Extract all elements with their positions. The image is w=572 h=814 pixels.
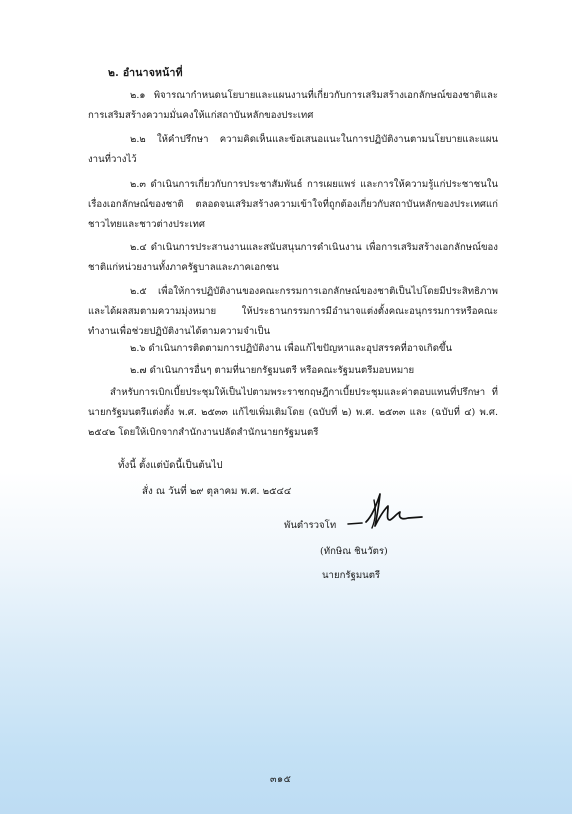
paragraph-2-6 [88,339,498,359]
paragraph-text: ๒.๕ เพื่อให้การปฏิบัติงานของคณะกรรมการเอกลักษณ์ของชาติเป็นไปโดยมีประสิทธิภาพและได้ผลสมตามความมุ่งหมาย ให้ประธานกรรมการมีอำนาจแต่งตั้งคณะอนุกรรมการหรือคณะทำงานเพื่อช่วยปฏิบัติงานได้ตามความจำเป็น [88,286,498,337]
section-heading: ๒. อำนาจหน้าที่ [108,67,183,79]
paragraph-text: ๒.๓ ดำเนินการเกี่ยวกับการประชาสัมพันธ์ การเผยแพร่ และการให้ความรู้แก่ประชาชนในเรื่องเอกลักษณ์ของชาติ ตลอดจนเสริมสร้างความเข้าใจที่ถูกต้องเกี่ยวกับสถาบันหลักของประเทศแก่ชาวไทยและชาวต่างประเทศ [88,179,498,230]
paragraph-text: ๒.๑ พิจารณากำหนดนโยบายและแผนงานที่เกี่ยวกับการเสริมสร้างเอกลักษณ์ของชาติและการเสริมสร้างความมั่นคงให้แก่สถาบันหลักของประเทศ [88,90,498,121]
given-date: สั่ง ณ วันที่ ๒๙ ตุลาคม พ.ศ. ๒๕๔๔ [142,486,292,497]
paragraph-text: ๒.๔ ดำเนินการประสานงานและสนับสนุนการดำเนินงาน เพื่อการเสริมสร้างเอกลักษณ์ของชาติแก่หน่วยงานทั้งภาครัฐบาลและภาคเอกชน [88,242,498,273]
effective-clause: ทั้งนี้ ตั้งแต่บัดนี้เป็นต้นไป [118,460,223,471]
paragraph-text: ๒.๗ ดำเนินการอื่นๆ ตามที่นายกรัฐมนตรี หรือคณะรัฐมนตรีมอบหมาย [130,365,415,376]
paragraph-text: สำหรับการเบิกเบี้ยประชุมให้เป็นไปตามพระราชกฤษฎีกาเบี้ยประชุมและค่าตอบแทนที่ปรึกษา ที่นายกรัฐมนตรีแต่งตั้ง พ.ศ. ๒๕๓๓ แก้ไขเพิ่มเติมโดย (ฉบับที่ ๒) พ.ศ. ๒๕๓๓ และ (ฉบับที่ ๔) พ.ศ. ๒๕๔๒ โดยให้เบิกจากสำนักงานปลัดสำนักนายกรัฐมนตรี [88,387,498,438]
paragraph-2-3 [88,175,498,235]
meeting-allowance-paragraph [88,383,498,443]
paragraph-2-2 [88,130,498,170]
handwritten-signature [346,490,436,536]
signer-rank: พันตำรวจโท [284,520,337,531]
paragraph-2-7 [88,361,498,381]
signer-name: (ทักษิณ ชินวัตร) [320,546,388,557]
page-number: ๓๑๕ [270,774,292,785]
paragraph-text: ๒.๒ ให้คำปรึกษา ความคิดเห็นและข้อเสนอแนะในการปฏิบัติงานตามนโยบายและแผนงานที่วางไว้ [88,134,498,165]
paragraph-2-4 [88,238,498,278]
paragraph-text: ๒.๖ ดำเนินการติดตามการปฏิบัติงาน เพื่อแก้ไขปัญหาและอุปสรรคที่อาจเกิดขึ้น [130,343,453,354]
paragraph-2-1 [88,86,498,126]
paragraph-2-5 [88,282,498,342]
signer-position: นายกรัฐมนตรี [322,570,381,581]
